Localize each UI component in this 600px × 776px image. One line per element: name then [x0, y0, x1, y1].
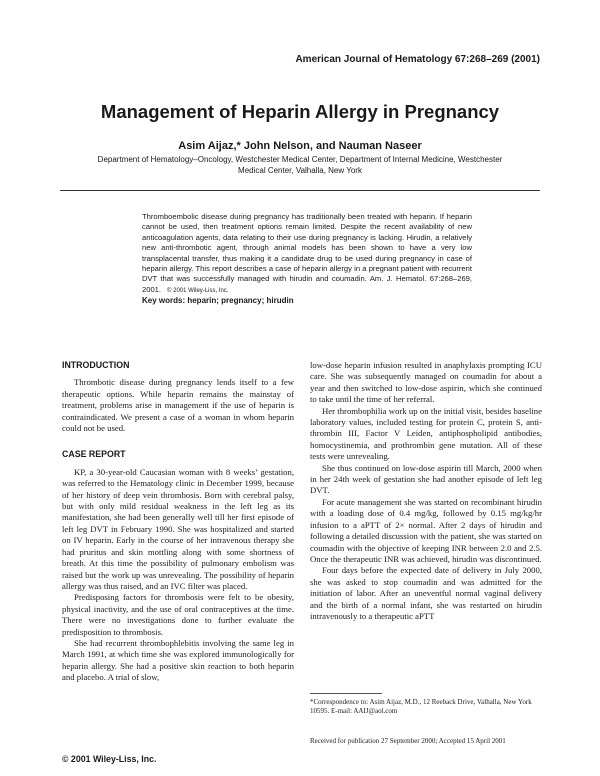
- section-heading-case-report: CASE REPORT: [62, 449, 126, 460]
- header-divider: [60, 190, 540, 191]
- keywords: Key words: heparin; pregnancy; hirudin: [142, 296, 294, 305]
- paragraph: Four days before the expected date of delivery in July 2000, she was asked to stop coumadin and was admitted for the initiation of labor. After an uneventful normal vaginal delivery and the birth of a normal infant, she was restarted on hirudin intravenously to a therapeutic aPTT: [310, 565, 542, 621]
- paragraph: For acute management she was started on recombinant hirudin with a loading dose of 0.4 mg/kg, followed by 0.15 mg/kg/hr infusion to a aPTT of 2× normal. After 2 days of hirudin and following a detailed discussion with the patient, she was started on coumadin with the objective of keeping INR between 2.0 and 2.5. Once the therapeutic INR was achieved, hirudin was discontinued.: [310, 496, 542, 564]
- left-column: [62, 360, 294, 684]
- affiliation: Department of Hematology–Oncology, Westchester Medical Center, Department of Internal Medicine, Westchester Medical Center, Valhalla, New York: [97, 155, 503, 175]
- paragraph: She had recurrent thrombophlebitis involving the same leg in March 1991, at which time she was explored immunologically for heparin allergy. She had a positive skin reaction to both heparin and placebo. A trial of slow,: [62, 637, 294, 683]
- section-heading-introduction: INTRODUCTION: [62, 360, 130, 370]
- paragraph: low-dose heparin infusion resulted in anaphylaxis prompting ICU care. She was subsequently managed on coumadin for about a year and then switched to low-dose aspirin, which she continued to take until the time of her referral.: [310, 360, 542, 405]
- abstract: [142, 212, 472, 296]
- abstract-text: Thromboembolic disease during pregnancy has traditionally been treated with heparin. If heparin cannot be used, then treatment options remain limited. Despite the recent availability of new anticoagulation agents, data relating to their use during pregnancy is lacking. Hirudin, a relatively new anti-thrombotic agent, through animal models has been shown to have a very low transplacental transfer, thus making it a candidate drug to be used during pregnancy in case of heparin allergy. This report describes a case of heparin allergy in a pregnant patient with recurrent DVT that was successfully managed with hirudin and coumadin. Am. J. Hematol. 67:268–269, 2001.: [142, 212, 472, 294]
- footnote-divider: [310, 693, 382, 694]
- article-title: Management of Heparin Allergy in Pregnancy: [100, 101, 500, 122]
- abstract-copyright: © 2001 Wiley-Liss, Inc.: [167, 287, 229, 294]
- paragraph: She thus continued on low-dose aspirin till March, 2000 when in her 24th week of gestation she had another episode of left leg DVT.: [310, 462, 542, 496]
- copyright-footer: © 2001 Wiley-Liss, Inc.: [62, 754, 157, 764]
- paragraph: Predisposing factors for thrombosis were felt to be obesity, physical inactivity, and the use of oral contraceptives at the time. There were no investigations done to further evaluate the predisposition to thrombosis.: [62, 592, 294, 637]
- right-column: [310, 360, 542, 622]
- paragraph: Her thrombophilia work up on the initial visit, besides baseline laboratory values, included testing for protein C, protein S, anti-thrombin III, Factor V Leiden, antiphospholipid antibodies, homocystinemia, and prothrombin gene mutation. All of these tests were unrevealing.: [310, 405, 542, 462]
- author-list: Asim Aijaz,* John Nelson, and Nauman Naseer: [178, 140, 422, 152]
- received-dates: Received for publication 27 September 2000; Accepted 15 April 2001: [310, 737, 506, 745]
- journal-header: American Journal of Hematology 67:268–269 (2001): [295, 54, 540, 65]
- paragraph: KP, a 30-year-old Caucasian woman with 8 weeks’ gestation, was referred to the Hematology clinic in December 1999, because of her history of deep vein thrombosis. Born with cerebral palsy, but with only mild residual weakness in the left leg as its manifestation, she had been generally well till her first episode of left leg DVT in February 1990. She was hospitalized and started on IV heparin. Early in the course of her intravenous therapy she had pruritus and skin mottling along with some shortness of breath. At this time the possibility of pulmonary embolism was raised but the work up was unrevealing. The possibility of heparin allergy was thus raised, and an IVC filter was placed.: [62, 466, 294, 591]
- correspondence-footnote: *Correspondence to: Asim Aijaz, M.D., 12 Reeback Drive, Valhalla, New York 10595. E-mail: AAIJ@aol.com: [310, 698, 532, 716]
- paragraph: Thrombotic disease during pregnancy lends itself to a few therapeutic options. While heparin remains the mainstay of treatment, problems arise in management if the use of heparin is contraindicated. We present a case of a woman in whom heparin could not be used.: [62, 377, 294, 434]
